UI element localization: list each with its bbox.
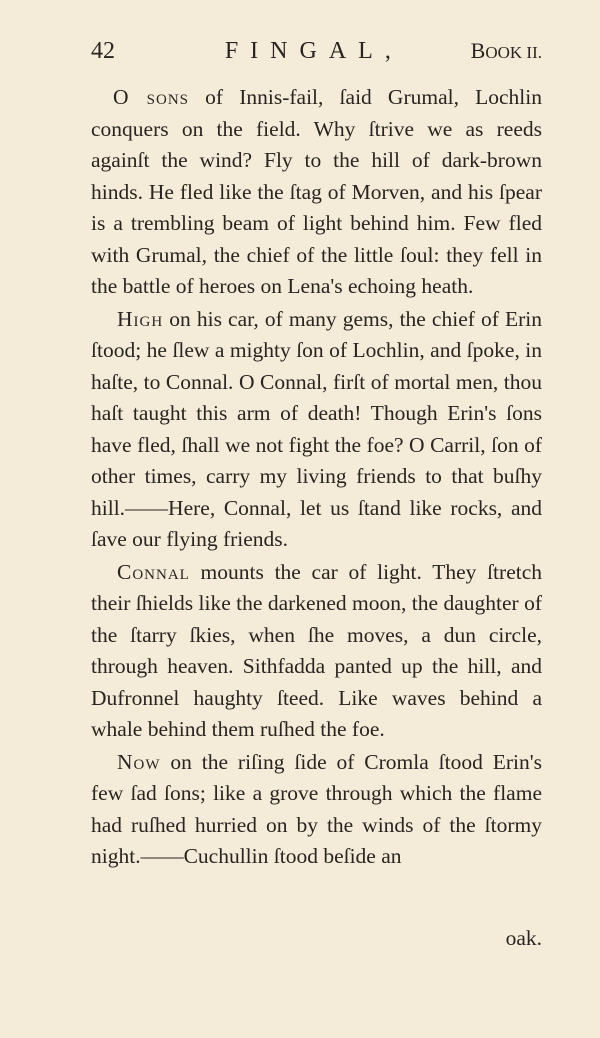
paragraph-lead: Connal [117, 559, 190, 584]
paragraph-lead: Now [117, 749, 161, 774]
paragraph-lead: O sons [113, 85, 190, 109]
paragraph-body: on the riſing ſide of Cromla ſtood Erin's few ſad ſons; like a grove through which the flame had ruſhed hurried on by the winds of the ſtormy night.——Cuchullin ſtood beſide an [91, 749, 542, 868]
paragraph-lead: High [117, 306, 164, 331]
running-title: FINGAL, [224, 38, 403, 64]
paragraph-body: on his car, of many gems, the chief of Erin ſtood; he ſlew a mighty ſon of Lochlin, and ſpoke, in haſte, to Connal. O Connal, firſt of mortal men, thou haſt taught this arm of death! Though Erin's ſons have fled, ſhall we not fight the foe? O Carril, ſon of other times, carry my living friends to that buſhy hill.——Here, Connal, let us ſtand like rocks, and ſave our flying friends. [91, 306, 542, 551]
paragraph-4 [91, 747, 542, 873]
book-label [471, 38, 542, 64]
running-head [91, 38, 542, 74]
paragraph-3 [91, 557, 542, 746]
paragraph-body: mounts the car of light. They ſtretch their ſhields like the darkened moon, the daughter of the ſtarry ſkies, when ſhe moves, a dun circle, through heaven. Sithfadda panted up the hill, and Dufronnel haughty ſteed. Like waves behind a whale behind them ruſhed the foe. [91, 559, 542, 741]
book-label-initial: B [470, 38, 486, 63]
page-number: 42 [91, 38, 115, 64]
paragraph-body: of Innis-fail, ſaid Grumal, Lochlin conquers on the field. Why ſtrive we as reeds againſt the wind? Fly to the hill of dark-brown hinds. He fled like the ſtag of Morven, and his ſpear is a trembling beam of light behind him. Few fled with Grumal, the chief of the little ſoul: they fell in the battle of heroes on Lena's echoing heath. [91, 85, 542, 298]
paragraph-1 [91, 82, 542, 303]
paragraph-2 [91, 304, 542, 556]
catchword: oak. [505, 926, 542, 950]
book-label-rest: OOK II. [485, 43, 542, 62]
body-text [91, 82, 542, 873]
